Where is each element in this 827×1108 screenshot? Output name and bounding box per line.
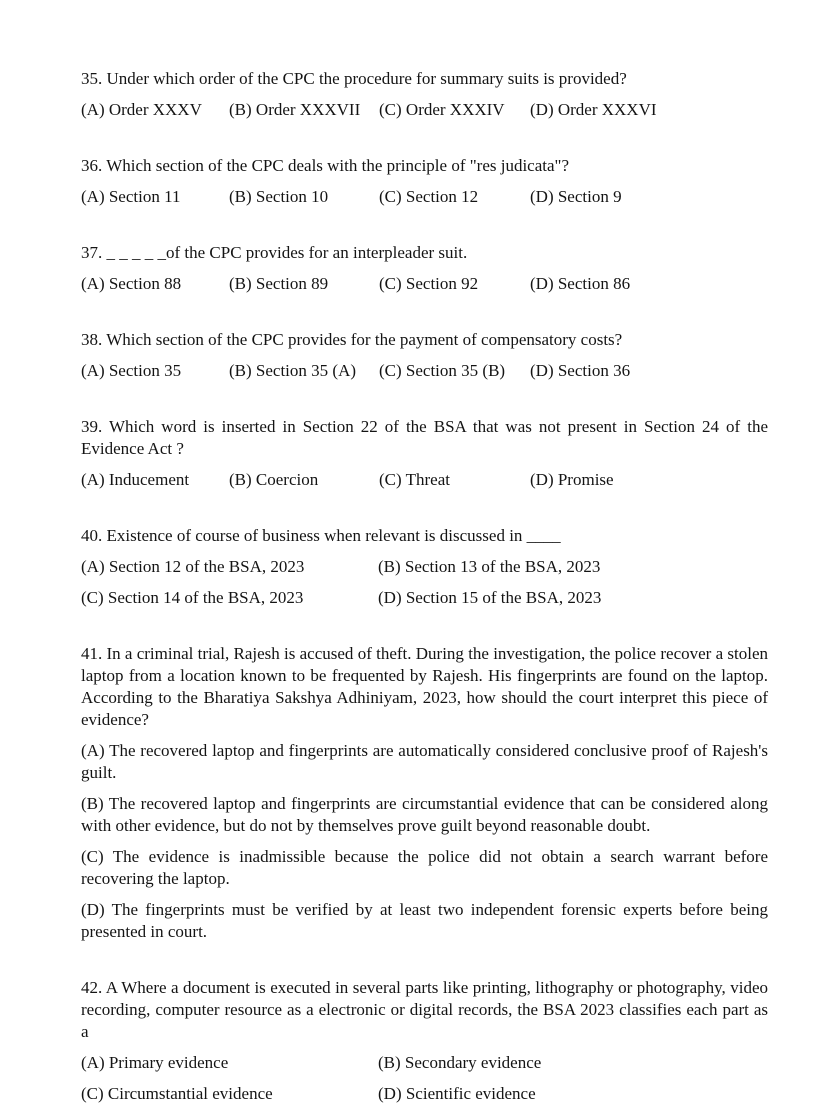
question-39 — [81, 416, 768, 491]
question-text: 38. Which section of the CPC provides for the payment of compensatory costs? — [81, 330, 623, 349]
option-c: (C) Section 92 — [379, 274, 479, 293]
question-text: 35. Under which order of the CPC the procedure for summary suits is provided? — [81, 69, 627, 88]
option-d: (D) Scientific evidence — [378, 1084, 536, 1103]
question-41 — [81, 643, 768, 943]
question-38 — [81, 329, 768, 382]
option-c: (C) Order XXXIV — [379, 100, 505, 119]
option-a: (A) Inducement — [81, 470, 190, 489]
option-c: (C) Section 12 — [379, 187, 479, 206]
option-d: (D) Section 86 — [530, 274, 631, 293]
option-a: (A) Section 35 — [81, 361, 182, 380]
question-text: 40. Existence of course of business when relevant is discussed in ____ — [81, 526, 561, 545]
question-35 — [81, 68, 768, 121]
option-b: (B) Secondary evidence — [378, 1053, 542, 1072]
question-text: 39. Which word is inserted in Section 22 of the BSA that was not present in Section 24 of the Evidence Act ? — [81, 417, 768, 458]
question-42 — [81, 977, 768, 1105]
option-c: (C) Circumstantial evidence — [81, 1084, 273, 1103]
question-text: 41. In a criminal trial, Rajesh is accused of theft. During the investigation, the police recover a stolen laptop from a location known to be frequented by Rajesh. His fingerprints are found on the laptop. According to the Bharatiya Sakshya Adhiniyam, 2023, how should the court interpret this piece of evidence? — [81, 644, 768, 729]
options-row — [81, 186, 768, 208]
option-b: (B) Coercion — [229, 470, 319, 489]
option-b: (B) Section 13 of the BSA, 2023 — [378, 557, 601, 576]
options-grid — [81, 556, 768, 609]
question-text: 37. _ _ _ _ _of the CPC provides for an interpleader suit. — [81, 243, 468, 262]
question-37 — [81, 242, 768, 295]
option-d: (D) Section 36 — [530, 361, 631, 380]
options-row — [81, 99, 768, 121]
option-d: (D) The fingerprints must be verified by at least two independent forensic experts before being presented in court. — [81, 900, 768, 941]
options-row — [81, 360, 768, 382]
options-row — [81, 273, 768, 295]
question-text: 36. Which section of the CPC deals with the principle of "res judicata"? — [81, 156, 570, 175]
option-d: (D) Order XXXVI — [530, 100, 657, 119]
option-a: (A) Section 11 — [81, 187, 181, 206]
question-40 — [81, 525, 768, 609]
option-b: (B) Order XXXVII — [229, 100, 361, 119]
option-c: (C) Threat — [379, 470, 450, 489]
option-c: (C) Section 35 (B) — [379, 361, 506, 380]
option-d: (D) Section 15 of the BSA, 2023 — [378, 588, 602, 607]
option-a: (A) Order XXXV — [81, 100, 202, 119]
option-b: (B) Section 35 (A) — [229, 361, 357, 380]
option-d: (D) Section 9 — [530, 187, 622, 206]
option-a: (A) Section 12 of the BSA, 2023 — [81, 557, 305, 576]
option-d: (D) Promise — [530, 470, 614, 489]
option-a: (A) Primary evidence — [81, 1053, 229, 1072]
option-b: (B) Section 89 — [229, 274, 329, 293]
question-36 — [81, 155, 768, 208]
option-a: (A) Section 88 — [81, 274, 182, 293]
question-text: 42. A Where a document is executed in several parts like printing, lithography or photography, video recording, computer resource as a electronic or digital records, the BSA 2023 classifies each part as a — [81, 978, 768, 1041]
option-b: (B) Section 10 — [229, 187, 329, 206]
options-row — [81, 469, 768, 491]
option-a: (A) The recovered laptop and fingerprints are automatically considered conclusive proof of Rajesh's guilt. — [81, 741, 768, 782]
option-b: (B) The recovered laptop and fingerprints are circumstantial evidence that can be considered along with other evidence, but do not by themselves prove guilt beyond reasonable doubt. — [81, 794, 768, 835]
option-c: (C) The evidence is inadmissible because the police did not obtain a search warrant before recovering the laptop. — [81, 847, 768, 888]
options-grid — [81, 1052, 768, 1105]
option-c: (C) Section 14 of the BSA, 2023 — [81, 588, 304, 607]
